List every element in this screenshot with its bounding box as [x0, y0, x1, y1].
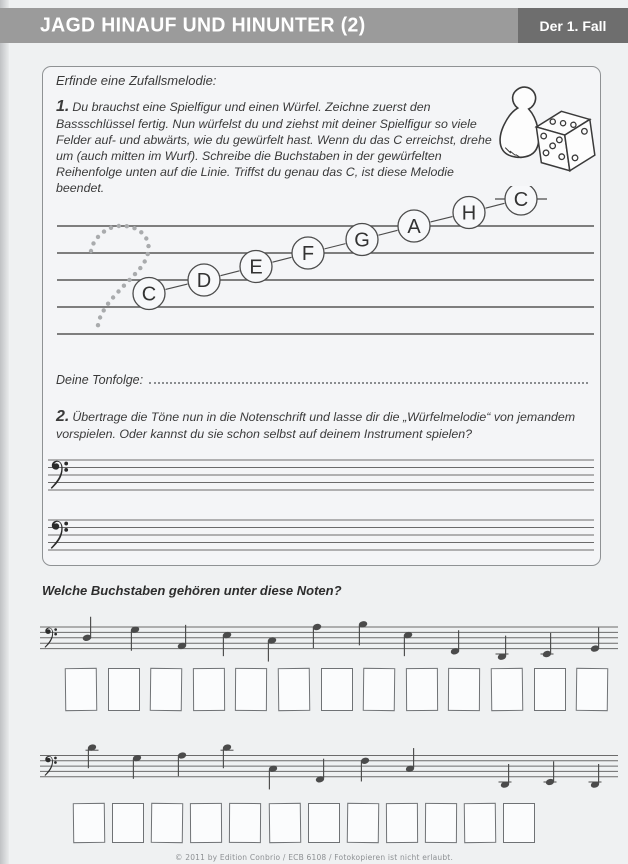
- answer-box[interactable]: [386, 803, 418, 843]
- answer-box[interactable]: [363, 668, 396, 711]
- note-A3: [177, 751, 187, 776]
- note-F3: [360, 757, 370, 782]
- task-2-number: 2.: [56, 408, 70, 425]
- svg-text:F: F: [301, 243, 315, 265]
- empty-staves: [45, 453, 597, 558]
- task-2-text: Übertrage die Töne nun in die Notenschrift und lasse dir die „Würfelmelodie“ von jemandem vorspielen. Oder kannst du sie schon selbst auf deinem Instrument spielen?: [56, 410, 576, 442]
- tonfolge-label: Deine Tonfolge:: [56, 373, 144, 387]
- task-1-text: Du brauchst eine Spielfigur und einen Würfel. Zeichne zuerst den Bassschlüssel fertig. Nun würfelst du und ziehst mit deiner Spielfigur so viele Felder auf- und abwärts, wie du gewürfelt hast. Wenn du das C erreichst, drehe um (auch mitten im Wurf). Schreibe die Buchstaben in der gewürfelten Reihenfolge unten auf die Linie. Triffst du genau das C, ist diese Melodie beendet.: [56, 100, 492, 195]
- answer-box[interactable]: [464, 803, 496, 843]
- answer-box[interactable]: [308, 803, 340, 843]
- svg-text:G: G: [354, 229, 370, 252]
- connector-line: [324, 244, 345, 249]
- note-E2: [541, 633, 554, 658]
- connector-line: [431, 217, 453, 222]
- letter-field-C[interactable]: [133, 278, 165, 310]
- connector-line: [485, 203, 504, 208]
- answer-box[interactable]: [425, 803, 457, 843]
- answer-box[interactable]: [108, 668, 140, 711]
- game-pawn-icon: [499, 85, 544, 159]
- svg-text:C: C: [513, 189, 529, 211]
- answer-box[interactable]: [73, 803, 105, 843]
- answer-box[interactable]: [112, 803, 144, 843]
- tonfolge-answer-line[interactable]: [149, 371, 588, 384]
- answer-box[interactable]: [193, 668, 225, 711]
- answer-box[interactable]: [190, 803, 222, 843]
- page-title: JAGD HINAUF UND HINUNTER (2): [40, 14, 366, 36]
- svg-text:E: E: [249, 256, 263, 279]
- answer-box[interactable]: [151, 803, 183, 843]
- exercise-box: [42, 66, 601, 566]
- tonfolge-row: [56, 371, 588, 387]
- note-E2: [544, 761, 557, 786]
- reading-staff-2: [36, 738, 624, 802]
- letter-field-A[interactable]: [398, 210, 430, 242]
- task-2: [56, 407, 578, 443]
- connector-line: [220, 271, 239, 276]
- letter-field-D[interactable]: [188, 264, 220, 296]
- answer-box[interactable]: [278, 668, 311, 711]
- answer-box[interactable]: [576, 668, 609, 711]
- game-staff: [51, 186, 596, 348]
- letter-field-H[interactable]: [453, 197, 485, 229]
- connector-line: [272, 257, 291, 262]
- reading-staff-1: [36, 610, 624, 672]
- answer-box[interactable]: [346, 803, 378, 843]
- letter-field-F[interactable]: [292, 237, 324, 269]
- scan-edge: [0, 0, 9, 864]
- task-1-number: 1.: [56, 98, 70, 115]
- answer-box[interactable]: [406, 668, 438, 711]
- reading-question: Welche Buchstaben gehören unter diese Noten?: [42, 583, 342, 598]
- answer-box[interactable]: [229, 803, 261, 843]
- answer-box[interactable]: [235, 668, 267, 711]
- connector-line: [166, 284, 188, 289]
- task-1: [56, 97, 494, 197]
- answer-box[interactable]: [150, 668, 183, 711]
- answer-box[interactable]: [448, 668, 480, 711]
- letter-field-E[interactable]: [240, 251, 272, 283]
- connector-line: [378, 230, 397, 235]
- case-badge: Der 1. Fall: [518, 8, 628, 43]
- letter-field-C[interactable]: [505, 186, 537, 215]
- answer-box[interactable]: [491, 668, 524, 711]
- answer-box[interactable]: [503, 803, 535, 843]
- answer-box[interactable]: [321, 668, 353, 711]
- letter-field-G[interactable]: [346, 224, 378, 256]
- note-D3: [82, 617, 92, 642]
- title-bar: [0, 8, 628, 43]
- note-G2: [590, 628, 600, 653]
- answer-box[interactable]: [534, 668, 566, 711]
- copyright-footer: © 2011 by Edition Conbrio / ECB 6108 / Fotokopieren ist nicht erlaubt.: [174, 853, 454, 862]
- illustration: [491, 81, 601, 179]
- die-icon: [535, 108, 597, 175]
- intro-text: Erfinde eine Zufallsmelodie:: [56, 73, 217, 88]
- svg-text:A: A: [407, 216, 421, 238]
- svg-text:C: C: [141, 283, 157, 306]
- dotted-bass-clef-icon[interactable]: [89, 224, 151, 328]
- note-A3: [312, 623, 322, 648]
- svg-text:D: D: [196, 270, 212, 292]
- answer-box[interactable]: [268, 803, 300, 843]
- answer-box[interactable]: [65, 668, 98, 711]
- svg-text:H: H: [461, 202, 477, 225]
